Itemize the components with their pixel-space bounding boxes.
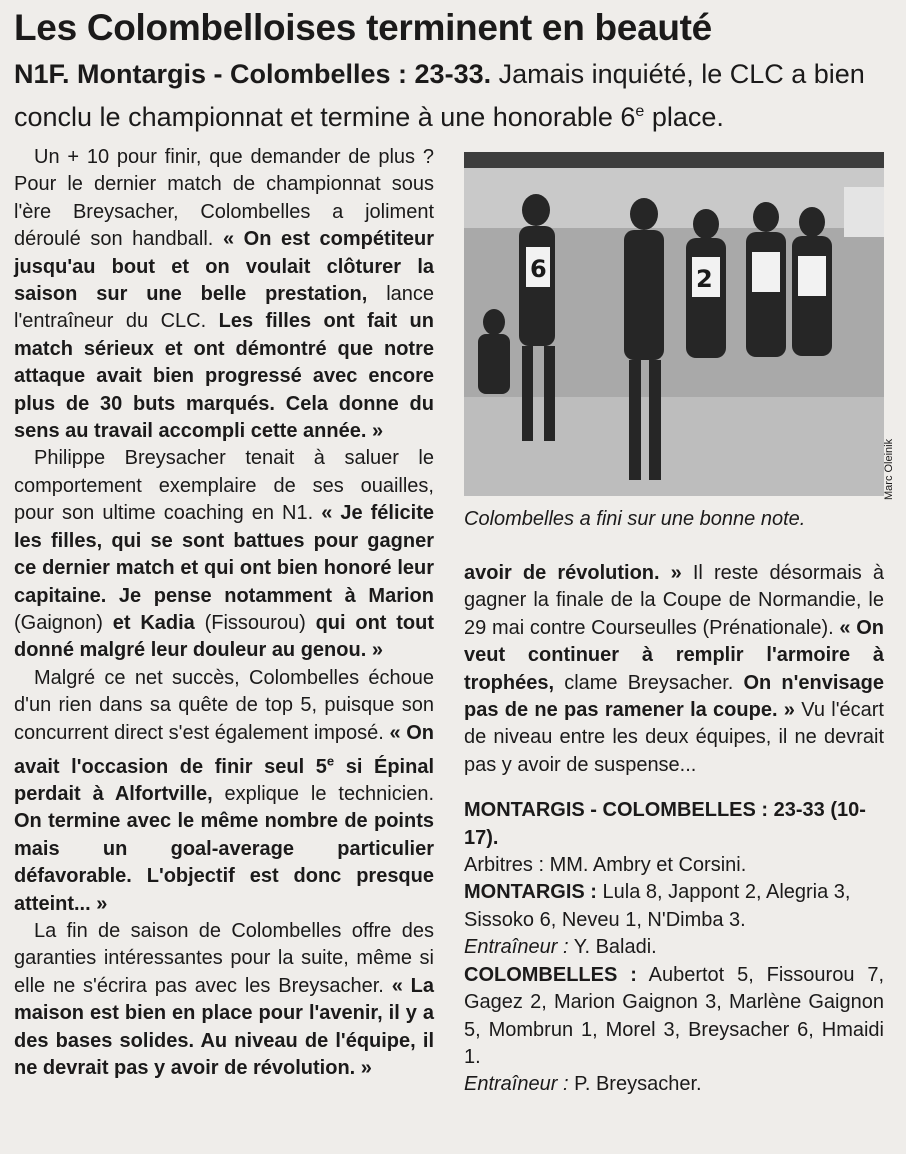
- p2-text-b: (Gaignon): [14, 611, 113, 634]
- p3-quote-a: « On avait l'occasion de finir seul 5e si Épinal perdait à Alfortville,: [14, 721, 435, 805]
- coach-montargis-name: Y. Baladi.: [568, 936, 657, 959]
- p2-quote-c: qui ont tout donné malgré leur douleur au genou. »: [14, 611, 435, 662]
- team-photo: [464, 152, 884, 496]
- p3-quote-b: On termine avec le même nombre de points mais un goal-average particulier défavorable. L'objectif est donc presque atteint... »: [14, 810, 434, 915]
- p4-text-c: clame Breysacher.: [554, 671, 744, 694]
- coach-colombelles-label: Entraîneur :: [464, 1073, 569, 1096]
- p2-quote-b: et Kadia: [112, 611, 195, 634]
- p4-quote-b: « On veut continuer à remplir l'armoire à trophées,: [464, 616, 884, 694]
- lead-sup: e: [635, 103, 645, 120]
- team-colombelles-players: Aubertot 5, Fissourou 7, Gagez 2, Marion Gaignon 3, Marlène Gaignon 5, Mombrun 1, Morel 3, Breysacher 6, Hmaidi 1.: [464, 963, 884, 1068]
- lead-score: N1F. Montargis - Colombelles : 23-33.: [14, 59, 492, 89]
- p3-text-b: explique le technicien.: [212, 783, 434, 805]
- match-referees: Arbitres : MM. Ambry et Corsini.: [464, 854, 747, 877]
- p2-text: Philippe Breysacher tenait à saluer le comportement exemplaire de ses ouailles, pour son ultime coaching en N1.: [14, 447, 434, 525]
- article-column-left: [14, 144, 435, 1080]
- p1-quote-b: Les filles ont fait un match sérieux et ont démontré que notre attaque avait bien progressé avec encore plus de 30 buts marqués. Cela donne du sens au travail accompli cette année. »: [14, 310, 434, 443]
- svg-text:2: 2: [696, 265, 713, 293]
- team-montargis-label: MONTARGIS :: [464, 881, 597, 904]
- coach-colombelles-name: P. Breysacher.: [568, 1073, 702, 1096]
- p4-text-b: Il reste désormais à gagner la finale de la Coupe de Normandie, le 29 mai contre Courseulles (Prénationale).: [464, 562, 884, 639]
- team-colombelles: [464, 962, 884, 1072]
- p1-quote-a: « On est compétiteur jusqu'au bout et on voulait clôturer la saison sur une belle prestation,: [14, 228, 434, 306]
- article-lead: [14, 56, 894, 136]
- p1-text-b: lance l'entraîneur du CLC.: [14, 283, 435, 333]
- coach-montargis-label: Entraîneur :: [464, 936, 569, 959]
- p2-quote-a: « Je félicite les filles, qui se sont battues pour gagner ce dernier match et qui ont bien honoré leur capitaine. Je pense notamment à Marion: [14, 502, 434, 607]
- photo-caption: Colombelles a fini sur une bonne note.: [464, 508, 806, 530]
- paragraph-3: [14, 665, 434, 918]
- svg-text:6: 6: [530, 255, 547, 283]
- coach-montargis: [464, 934, 884, 961]
- team-montargis: [464, 879, 884, 934]
- match-score-title: MONTARGIS - COLOMBELLES : 23-33 (10-17).: [464, 799, 866, 849]
- paragraph-1: [14, 144, 434, 445]
- team-montargis-players: Lula 8, Jappont 2, Alegria 3, Sissoko 6, Neveu 1, N'Dimba 3.: [464, 881, 851, 931]
- p4-text-d: Vu l'écart de niveau entre les deux équipes, il ne devrait pas y avoir de suspense...: [464, 699, 884, 776]
- p4-quote-a: « La maison est bien en place pour l'avenir, il y a des bases solides. Au niveau de l'équipe, il ne devrait pas y avoir de révolution. »: [14, 974, 434, 1080]
- p2-text-c: (Fissourou): [194, 611, 316, 634]
- coach-colombelles: [464, 1071, 884, 1098]
- lead-text: Jamais inquiété, le CLC a bien conclu le championnat et termine à une honorable 6: [14, 59, 865, 132]
- paragraph-2: [14, 445, 434, 664]
- p1-text: Un + 10 pour finir, que demander de plus ? Pour le dernier match de championnat sous l'ère Breysacher, Colombelles a joliment déroulé son handball.: [14, 146, 434, 251]
- paragraph-4-continued: [464, 560, 884, 779]
- paragraph-4-start: [14, 918, 434, 1080]
- p4-text: La fin de saison de Colombelles offre des garanties intéressantes pour la suite, même si elle ne s'écrira pas avec les Breysacher.: [14, 920, 434, 997]
- photo-credit: Marc Oleinik: [883, 438, 895, 500]
- team-photo-illustration: [464, 152, 884, 496]
- p4-quote-a-end: avoir de révolution. »: [464, 562, 682, 584]
- article-column-right: [464, 560, 884, 1099]
- p4-quote-c: On n'envisage pas de ne pas ramener la coupe. »: [464, 671, 884, 722]
- team-colombelles-label: COLOMBELLES :: [464, 963, 637, 986]
- p3-text: Malgré ce net succès, Colombelles échoue d'un rien dans sa quête de top 5, puisque son concurrent direct s'est également imposé.: [14, 666, 434, 744]
- match-summary: [464, 797, 884, 1098]
- lead-text-end: place.: [644, 102, 724, 132]
- article-headline: Les Colombelloises terminent en beauté: [14, 7, 712, 48]
